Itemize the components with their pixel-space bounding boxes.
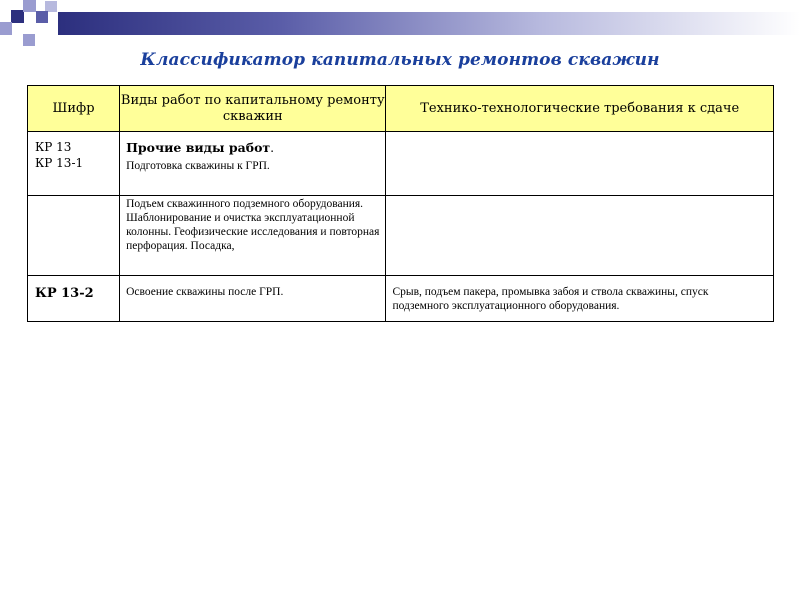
code-text <box>28 132 119 171</box>
header-code: Шифр <box>28 86 120 132</box>
requirements-cell <box>386 276 774 322</box>
table-row <box>28 132 774 196</box>
deco-square-dark <box>36 11 48 23</box>
classifier-table <box>27 85 774 322</box>
deco-gradient-band <box>58 12 800 35</box>
deco-square-light <box>23 34 35 46</box>
code-line: КР 13 <box>35 140 72 154</box>
deco-square-light <box>0 22 12 35</box>
code-cell <box>28 276 120 322</box>
code-cell <box>28 196 120 276</box>
work-text: Освоение скважины после ГРП. <box>126 286 284 298</box>
code-cell <box>28 132 120 196</box>
code-text: КР 13-2 <box>35 286 94 301</box>
page-title: Классификатор капитальных ремонтов скважин <box>140 50 660 70</box>
requirements-text: Срыв, подъем пакера, промывка забоя и ствола скважины, спуск подземного эксплуатационного оборудования. <box>392 286 709 312</box>
table-row <box>28 276 774 322</box>
work-title <box>120 132 385 156</box>
requirements-text <box>386 196 773 205</box>
requirements-text <box>386 132 773 141</box>
work-text: Подъем скважинного подземного оборудования. Шаблонирование и очистка эксплуатационной колонны. Геофизические исследования и повторная перфорация. Посадка, <box>126 198 380 252</box>
deco-square-light <box>23 0 36 12</box>
code-line: КР 13-1 <box>35 156 84 170</box>
code-text <box>28 196 119 203</box>
header-requirements: Технико-технологические требования к сдаче <box>386 86 774 132</box>
work-title-text: Прочие виды работ <box>126 140 271 155</box>
work-text: Подготовка скважины к ГРП. <box>126 160 270 172</box>
work-title-suffix: . <box>270 140 275 155</box>
table-row <box>28 196 774 276</box>
work-cell <box>120 132 386 196</box>
work-cell <box>120 276 386 322</box>
requirements-cell <box>386 132 774 196</box>
decorative-header <box>0 0 800 50</box>
header-work-types: Виды работ по капитальному ремонту скважин <box>120 86 386 132</box>
work-cell <box>120 196 386 276</box>
table-header-row <box>28 86 774 132</box>
requirements-cell <box>386 196 774 276</box>
